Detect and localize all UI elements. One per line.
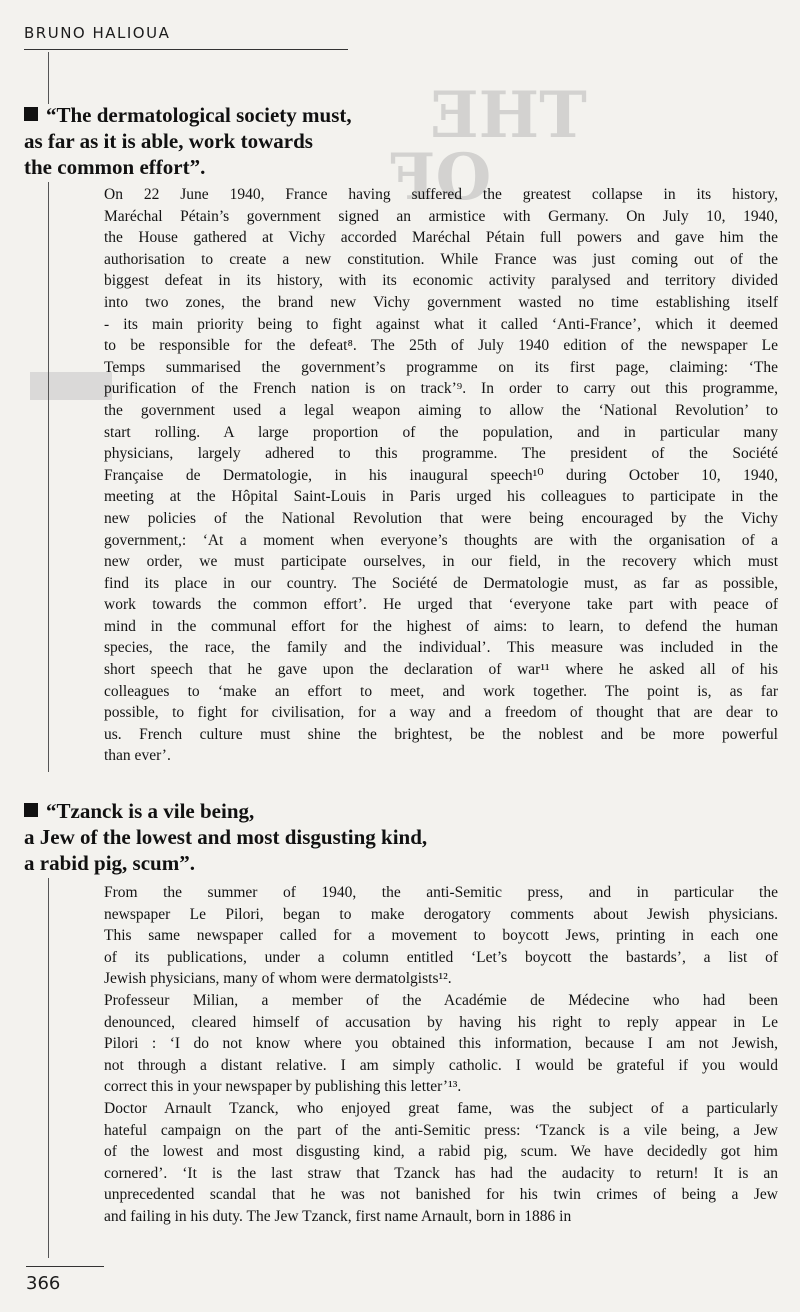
text-line: new policies of the National Revolution that were being encouraged by the Vichy — [104, 509, 778, 527]
section-heading-1 — [24, 102, 352, 180]
text-line: denounced, cleared himself of accusation by having his right to reply appear in Le — [104, 1013, 778, 1031]
text-line: Professeur Milian, a member of the Académie de Médecine who had been — [104, 991, 778, 1009]
text-line: Pilori : ‘I do not know where you obtained this information, because I am not Jewish, — [104, 1035, 778, 1053]
text-line: Doctor Arnault Tzanck, who enjoyed great fame, was the subject of a particularly — [104, 1099, 778, 1117]
page-number: 366 — [26, 1273, 61, 1294]
square-bullet-icon — [24, 107, 38, 121]
paragraph — [74, 1098, 778, 1228]
paragraph — [74, 184, 778, 767]
text-line: the House gathered at Vichy accorded Maréchal Pétain full powers and gave him the — [104, 229, 778, 247]
text-line: into two zones, the brand new Vichy government wasted no time establishing itself — [104, 293, 778, 311]
text-line: government,: ‘At a moment when everyone’s thoughts are with the organisation of a — [104, 531, 778, 549]
margin-rule — [48, 182, 49, 772]
text-line: colleagues to ‘make an effort to meet, and work together. The point is, as far — [104, 682, 778, 700]
text-line: mind in the communal effort for the highest of aims: to learn, to defend the human — [104, 617, 778, 635]
text-line: correct this in your newspaper by publishing this letter’¹³. — [104, 1078, 462, 1096]
heading-line: a rabid pig, scum”. — [24, 851, 195, 875]
text-line: not through a distant relative. I am simply catholic. I would be grateful if you would — [104, 1056, 778, 1074]
paragraph — [74, 990, 778, 1098]
text-line: Française de Dermatologie, in his inaugural speech¹⁰ during October 10, 1940, — [104, 466, 778, 484]
heading-line: as far as it is able, work towards — [24, 129, 313, 153]
section-2-body — [74, 882, 778, 1228]
text-line: us. French culture must shine the brightest, be the noblest and be more powerful — [104, 725, 778, 743]
heading-line: “Tzanck is a vile being, — [46, 799, 255, 823]
text-line: the government used a legal weapon aiming to allow the ‘National Revolution’ to — [104, 401, 778, 419]
text-line: unprecedented scandal that he was not banished for his twin crimes of being a Jew — [104, 1186, 778, 1204]
heading-line: “The dermatological society must, — [46, 103, 352, 127]
text-line: find its place in our country. The Société de Dermatologie must, as far as possible, — [104, 574, 778, 592]
show-through-text: OF — [390, 140, 492, 215]
heading-line: the common effort”. — [24, 155, 206, 179]
text-line: of the lowest and most disgusting kind, a rabid pig, scum. We have decidedly got him — [104, 1143, 778, 1161]
text-line: and failing in his duty. The Jew Tzanck, first name Arnault, born in 1886 in — [104, 1207, 572, 1225]
text-line: than ever’. — [104, 747, 171, 765]
text-line: biggest defeat in its history, with its economic activity paralysed and territory divided — [104, 272, 778, 290]
text-line: start rolling. A large proportion of the population, and in particular many — [104, 423, 778, 441]
margin-rule — [48, 878, 49, 1258]
text-line: Jewish physicians, many of whom were dermatolgists¹². — [104, 970, 452, 988]
text-line: cornered’. ‘It is the last straw that Tzanck has had the audacity to return! It is an — [104, 1164, 778, 1182]
text-line: hateful campaign on the part of the anti-Semitic press: ‘Tzanck is a vile being, a Jew — [104, 1121, 778, 1139]
text-line: - its main priority being to fight against what it called ‘Anti-France’, which it deemed — [104, 315, 778, 333]
text-line: This same newspaper called for a movement to boycott Jews, printing in each one — [104, 927, 778, 945]
running-head: BRUNO HALIOUA — [24, 24, 171, 42]
text-line: new order, we must participate ourselves, in our field, in the recovery which must — [104, 553, 778, 571]
show-through-text: THE — [430, 78, 587, 153]
header-rule — [24, 49, 348, 50]
text-line: Temps summarised the government’s programme on its first page, claiming: ‘The — [104, 358, 778, 376]
footer-rule — [26, 1266, 104, 1267]
text-line: From the summer of 1940, the anti-Semitic press, and in particular the — [104, 884, 778, 901]
text-line: newspaper Le Pilori, began to make derogatory comments about Jewish physicians. — [104, 905, 778, 923]
text-line: meeting at the Hôpital Saint-Louis in Paris urged his colleagues to participate in the — [104, 488, 778, 506]
text-line: possible, to fight for civilisation, for a way and a freedom of thought that are dear to — [104, 704, 778, 722]
text-line: to be responsible for the defeat⁸. The 25th of July 1940 edition of the newspaper Le — [104, 337, 778, 355]
square-bullet-icon — [24, 803, 38, 817]
text-line: short speech that he gave upon the declaration of war¹¹ where he asked all of his — [104, 661, 778, 679]
section-heading-2 — [24, 798, 427, 876]
paragraph — [74, 882, 778, 990]
heading-line: a Jew of the lowest and most disgusting kind, — [24, 825, 428, 849]
section-1-body — [74, 184, 778, 767]
text-line: of its publications, under a column entitled ‘Let’s boycott the bastards’, a list of — [104, 948, 778, 966]
text-line: work towards the common effort’. He urged that ‘everyone take part with peace of — [104, 596, 778, 614]
text-line: Maréchal Pétain’s government signed an armistice with Germany. On July 10, 1940, — [104, 207, 778, 225]
text-line: On 22 June 1940, France having suffered the greatest collapse in its history, — [104, 186, 778, 203]
text-line: purification of the French nation is on track’⁹. In order to carry out this programme, — [104, 380, 778, 398]
margin-rule — [48, 52, 49, 104]
text-line: authorisation to create a new constitution. While France was just coming out of the — [104, 250, 778, 268]
text-line: species, the race, the family and the individual’. This measure was included in the — [104, 639, 778, 657]
text-line: physicians, largely adhered to this programme. The president of the Société — [104, 445, 778, 463]
